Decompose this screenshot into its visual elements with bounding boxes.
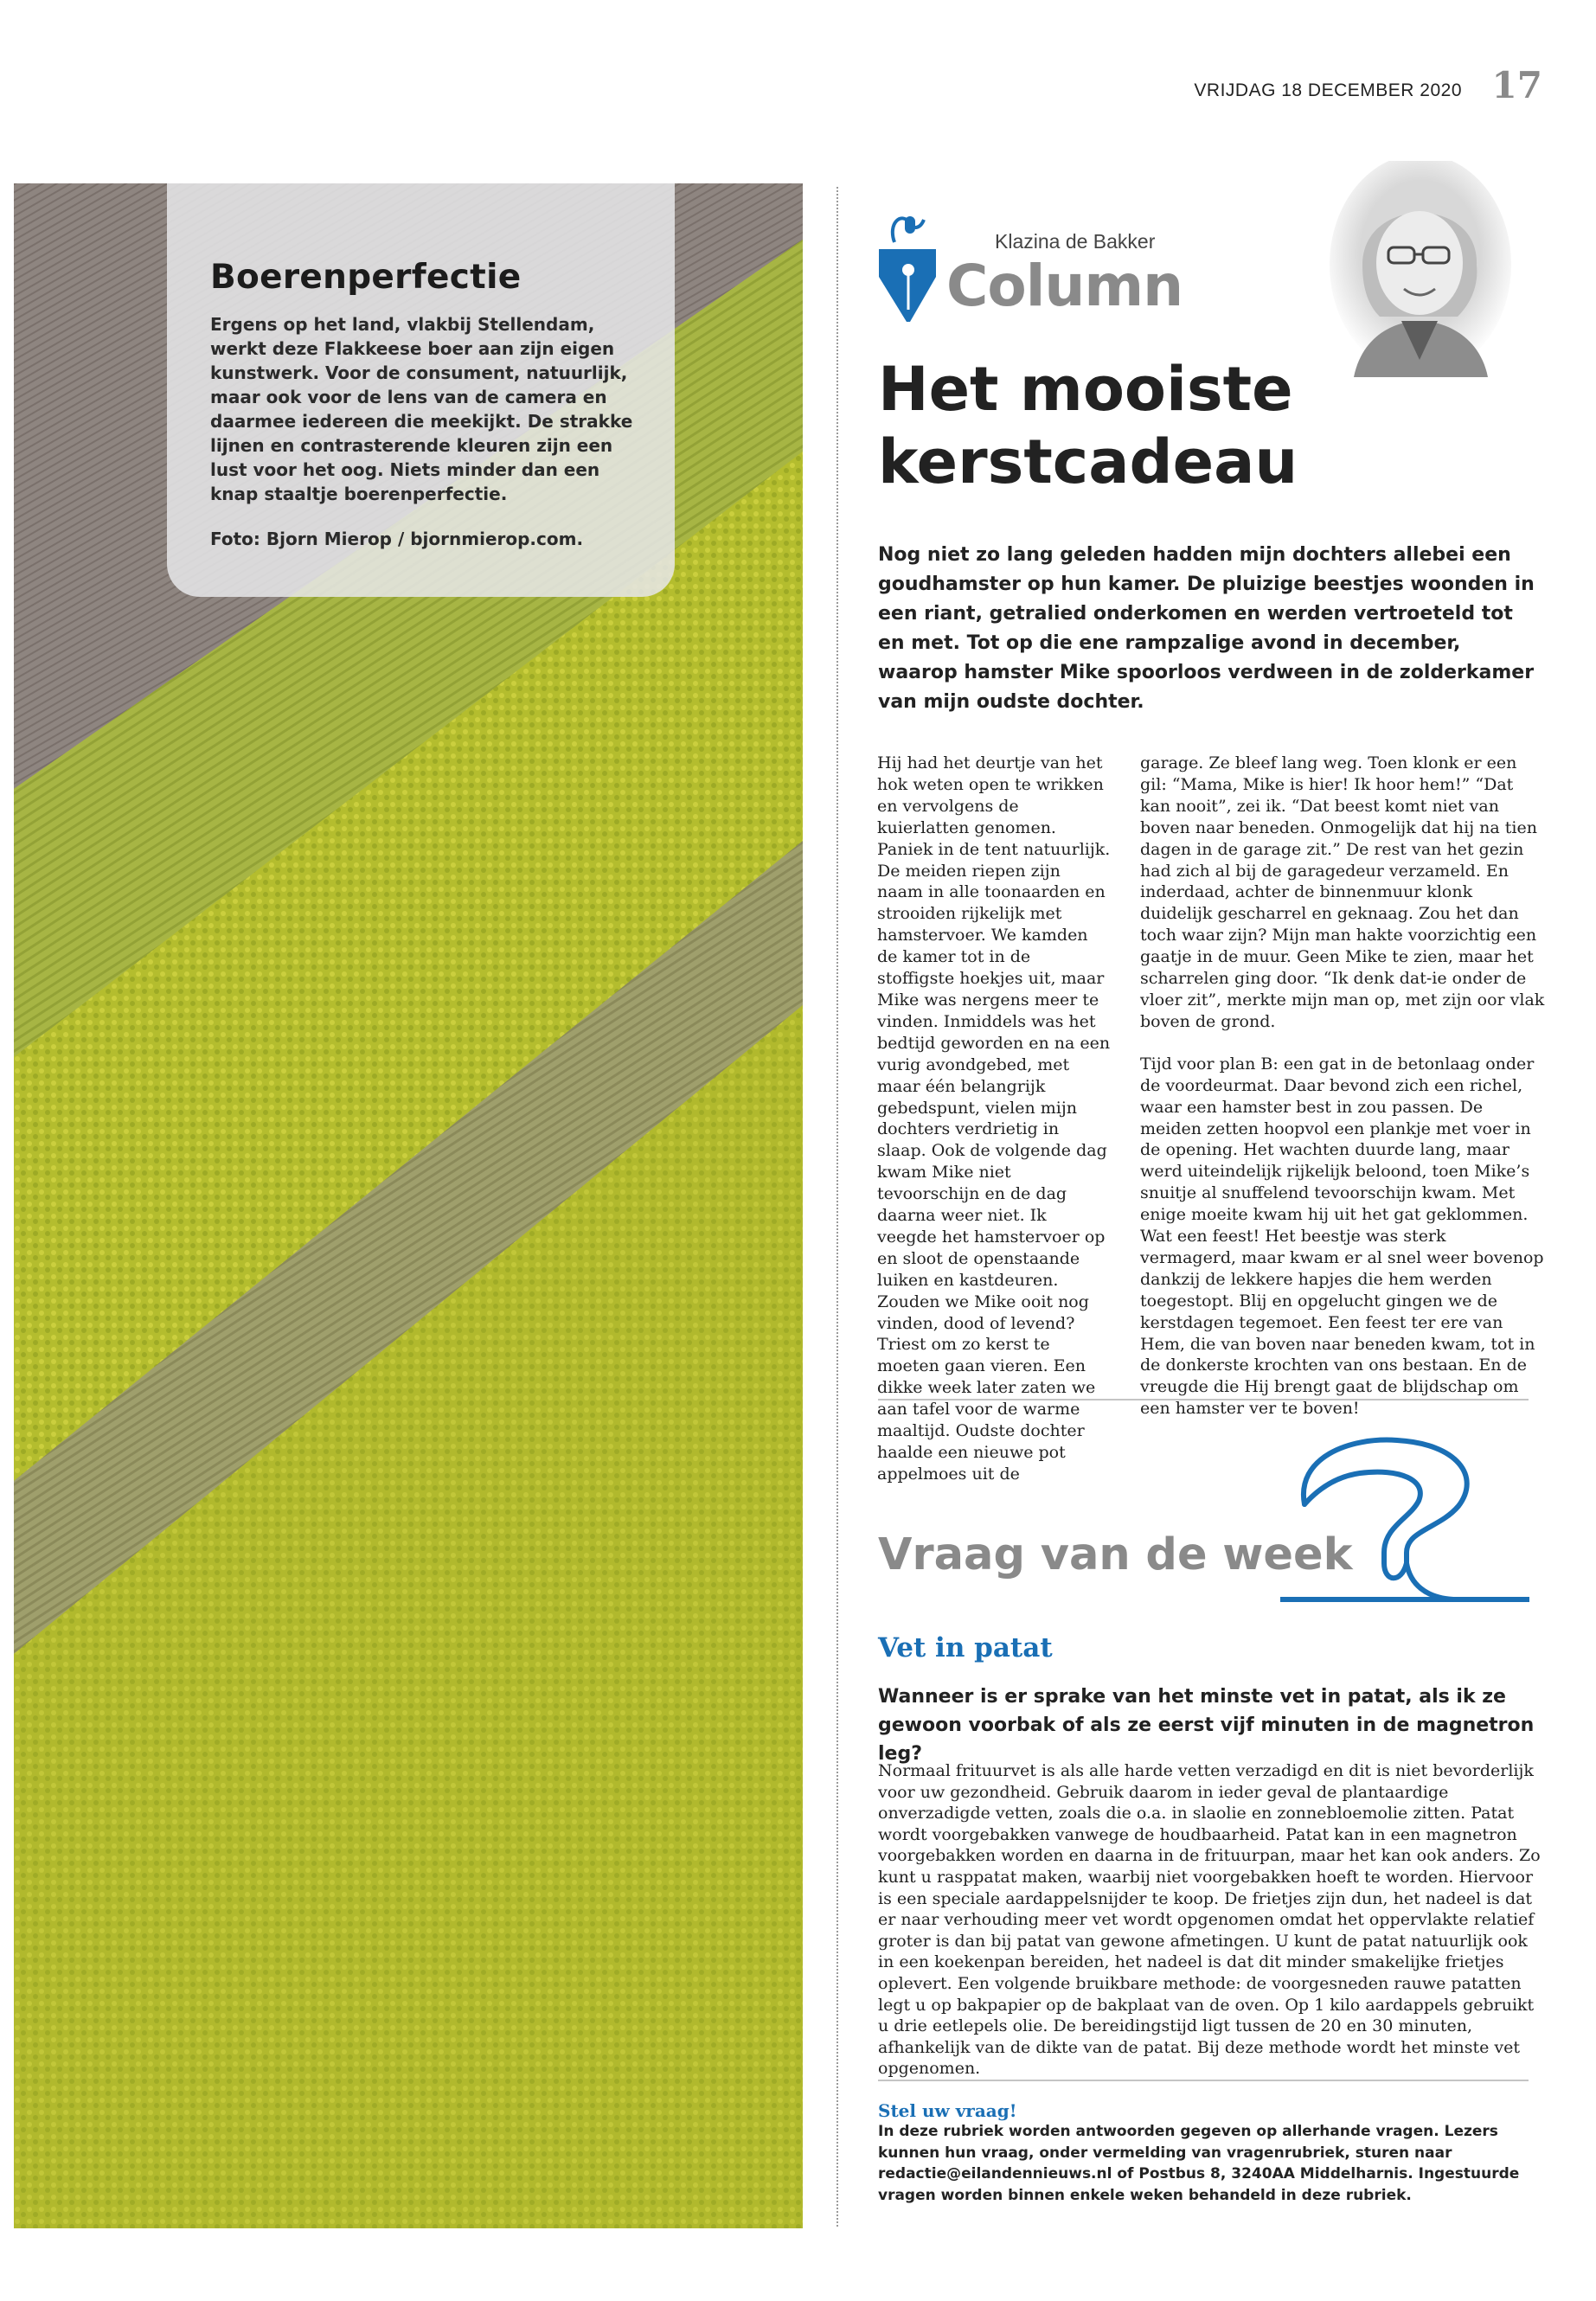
submit-question-title: Stel uw vraag! <box>878 2100 1017 2121</box>
column-body-left: Hij had het deurtje van het hok weten open te wrikken en vervolgens de kuierlatten genomen. Paniek in de tent natuurlijk. De meiden riepen zijn naam in alle toonaarden en strooiden rijkelijk met hamstervoer. We kamden de kamer tot in de stoffigste hoekjes uit, maar Mike was nergens meer te vinden. Inmiddels was het bedtijd geworden en na een vurig avondgebed, met maar één belangrijk gebedspunt, vielen mijn dochters verdrietig in slaap. Ook de volgende dag kwam Mike niet tevoorschijn en de dag daarna weer niet. Ik veegde het hamstervoer op en sloot de openstaande luiken en kastdeuren. Zouden we Mike ooit nog vinden, dood of levend? Triest om zo kerst te moeten gaan vieren. Een dikke week later zaten we aan tafel voor de warme maaltijd. Oudste dochter haalde een nieuwe pot appelmoes uit de <box>877 753 1111 1484</box>
column-body-right-p2: Tijd voor plan B: een gat in de betonlaag onder de voordeurmat. Daar bevond zich een richel, waar een hamster best in zou passen. De meiden zetten hoopvol een plankje met voer in de opening. Het wachten duurde lang, maar werd uiteindelijk rijkelijk beloond, toen Mike’s snuitje al snuffelend tevoorschijn kwam. Met enige moeite kwam hij uit het gat geklommen. Wat een feest! Het beestje was sterk vermagerd, maar kwam er al snel weer bovenop dankzij de lekkere hapjes die hem werden toegestopt. Blij en opgelucht gingen we de kerstdagen tegemoet. Een feest ter ere van Hem, die van boven naar beneden kwam, tot in de donkerste krochten van ons bestaan. En de vreugde die Hij brengt gaat de blijdschap om een hamster ver te boven! <box>1140 1054 1544 1419</box>
column-body-right <box>1140 753 1545 1420</box>
section-rule-bottom <box>878 2080 1529 2081</box>
photo-caption-title: Boerenperfectie <box>210 258 522 297</box>
photo-caption-card <box>167 183 675 597</box>
question-mark-icon <box>1280 1432 1531 1608</box>
column-divider <box>836 187 838 2227</box>
column-author: Klazina de Bakker <box>995 230 1156 253</box>
question-title: Vet in patat <box>878 1632 1053 1663</box>
issue-date: VRIJDAG 18 DECEMBER 2020 <box>1194 80 1462 100</box>
pen-nib-mouse-icon <box>875 208 941 332</box>
column-lead: Nog niet zo lang geleden hadden mijn dochters allebei een goudhamster op hun kamer. De pluizige beestjes woonden in een riant, getralied onderkomen en werden vertroeteld tot en met. Tot op die ene rampzalige avond in december, waarop hamster Mike spoorloos verdween in de zolderkamer van mijn oudste dochter. <box>878 544 1535 713</box>
column-body-right-p1: garage. Ze bleef lang weg. Toen klonk er een gil: “Mama, Mike is hier! Ik hoor hem!” “Dat kan nooit”, zei ik. “Dat beest komt niet van boven naar beneden. Onmogelijk dat hij na tien dagen in de garage zit.” De rest van het gezin had zich al bij de garagedeur verzameld. En inderdaad, achter de binnenmuur klonk duidelijk gescharrel en geknaag. Zou het dan toch waar zijn? Mijn man hakte voorzichtig een gaatje in de muur. Geen Mike te zien, maar het scharrelen ging door. “Ik denk dat-ie onder de vloer zit”, merkte mijn man op, met zijn oor vlak boven de grond. <box>1140 753 1545 1031</box>
question-text: Wanneer is er sprake van het minste vet in patat, als ik ze gewoon voorbak of als ze eerst vijf minuten in de magnetron leg? <box>878 1686 1535 1765</box>
column-label: Column <box>946 253 1183 319</box>
section-rule <box>878 1399 1529 1400</box>
submit-question-info: In deze rubriek worden antwoorden gegeven op allerhande vragen. Lezers kunnen hun vraag, onder vermelding van vragenrubriek, sturen naar redactie@eilandennieuws.nl of Postbus 8, 3240AA Middelharnis. Ingestuurde vragen worden binnen enkele weken behandeld in deze rubriek. <box>878 2123 1520 2204</box>
photo-credit: Foto: Bjorn Mierop / bjornmierop.com. <box>210 529 584 549</box>
page-number: 17 <box>1491 64 1542 106</box>
section-title: Vraag van de week <box>878 1529 1353 1580</box>
column-headline: Het mooiste kerstcadeau <box>878 354 1298 497</box>
photo-caption-body: Ergens op het land, vlakbij Stellendam, werkt deze Flakkeese boer aan zijn eigen kunstwerk. Voor de consument, natuurlijk, maar ook voor de lens van de camera en daarmee iedereen die meekijkt. De strakke lijnen en contrasterende kleuren zijn een lust voor het oog. Niets minder dan een knap staaltje boerenperfectie. <box>210 314 633 504</box>
answer-text: Normaal frituurvet is als alle harde vetten verzadigd en dit is niet bevorderlijk voor uw gezondheid. Gebruik daarom in ieder geval de plantaardige onverzadigde vetten, zoals die o.a. in slaolie en zonnebloemolie zitten. Patat wordt voorgebakken vanwege de houdbaarheid. Patat kan in een magnetron voorgebakken worden en daarna in de frituurpan, maar het kan ook anders. Zo kunt u rasppatat maken, waarbij niet voorgebakken hoeft te worden. Hiervoor is een speciale aardappelsnijder te koop. De frietjes zijn dun, het nadeel is dat er naar verhouding meer vet wordt opgenomen omdat het oppervlakte relatief groter is dan bij patat van gewone afmetingen. U kunt de patat natuurlijk ook in een koekenpan bereiden, het nadeel is dat dit minder smakelijke frietjes oplevert. Een volgende bruikbare methode: de voorgesneden rauwe patatten legt u op bakpapier op de bakplaat van de oven. Op 1 kilo aardappels gebruikt u drie eetlepels olie. De bereidingstijd ligt tussen de 20 en 30 minuten, afhankelijk van de dikte van de patat. Bij deze methode wordt het minste vet opgenomen. <box>878 1761 1541 2079</box>
